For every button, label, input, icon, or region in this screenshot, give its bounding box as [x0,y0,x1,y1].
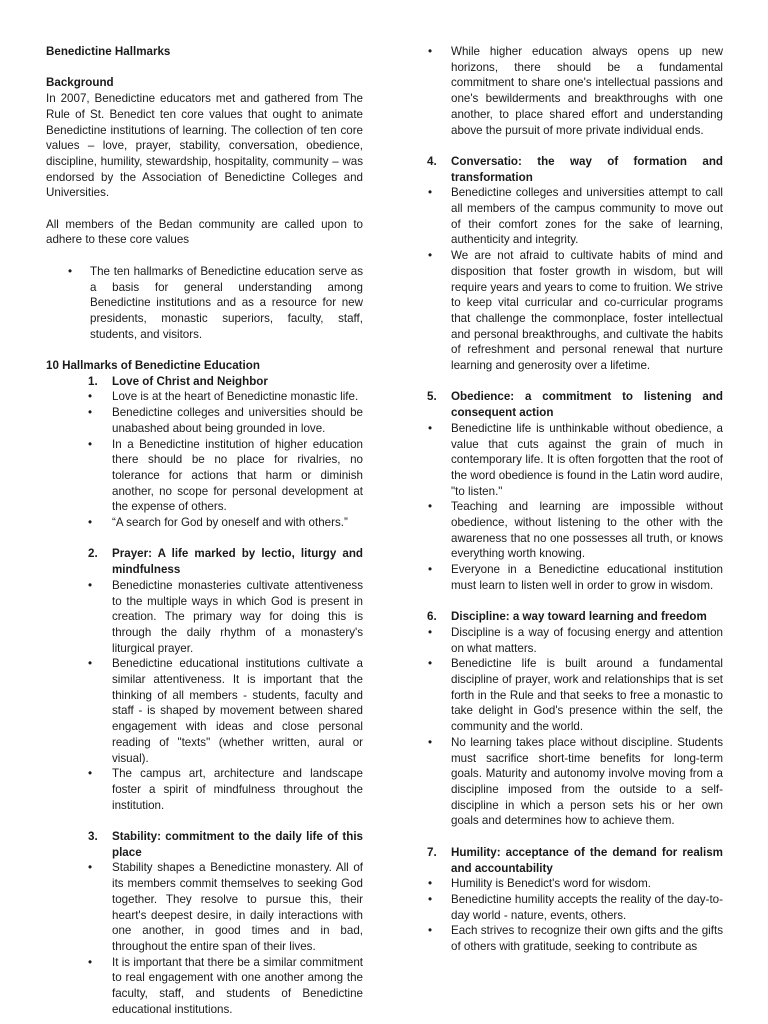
section-bullets [88,389,363,530]
list-item: • Benedictine educational institutions cultivate a similar attentiveness. It is important that the thinking of all members - students, faculty and staff - is shaped by movement between shared engagement with ideas and close personal reading of "texts" (whether written, aural or visual). [112,656,363,766]
section-title: Conversatio: the way of formation and transformation [451,154,723,184]
section-number: 2. [88,547,98,561]
section-title: Stability: commitment to the daily life of this place [112,830,363,859]
hallmark-section-6 [427,609,723,829]
hallmark-section-7 [427,845,723,955]
section-heading [427,389,723,420]
section-number: 3. [88,830,98,844]
list-item: • Stability shapes a Benedictine monastery. All of its members commit themselves to seeking God together. They resolve to pursue this, their heart's deepest desire, in daily interactions with one another, in good times and in bad, throughout the entire span of their lives. [112,860,363,954]
intro-bullet: • The ten hallmarks of Benedictine education serve as a basis for general understanding among Benedictine institutions and as a resource for new presidents, monastic superiors, faculty, staff, students, and visitors. [46,264,363,343]
list-item: • We are not afraid to cultivate habits of mind and disposition that foster growth in wisdom, but will require years and years to come to fruition. We strive to keep vital curricular and co-curricular programs that challenge the commonplace, foster intellectual and personal breakthroughs, and cultivate the habits of refreshment and personal renewal that nurture learning and generosity over a lifetime. [451,248,723,374]
section-bullets [427,421,723,594]
section-title: Discipline: a way toward learning and freedom [451,610,707,624]
section-heading [88,374,363,390]
list-item: • In a Benedictine institution of higher education there should be no place for rivalries, no tolerance for actions that harm or diminish another, no scope for personal development at the expense of others. [112,437,363,516]
list-item: • Love is at the heart of Benedictine monastic life. [112,389,363,405]
hallmark-section-5 [427,389,723,593]
section-heading [427,845,723,876]
list-item: • Benedictine colleges and universities attempt to call all members of the campus community to move out of their comfort zones for the sake of learning, authenticity and integrity. [451,185,723,248]
section-bullets [88,860,363,1017]
list-item: • Each strives to recognize their own gifts and the gifts of others with gratitude, seeking to contribute as [451,923,723,954]
section-bullets [88,578,363,814]
hallmark-section-4 [427,154,723,374]
section-heading [427,609,723,625]
list-item: • Discipline is a way of focusing energy and attention on what matters. [451,625,723,656]
background-paragraph: In 2007, Benedictine educators met and gathered from The Rule of St. Benedict ten core values that ought to animate Benedictine institutions of learning. The collection of ten core values – love, prayer, stability, conversation, obedience, discipline, humility, stewardship, hospitality, community – was endorsed by the Association of Benedictine Colleges and Universities. [46,92,363,200]
section-title: Humility: acceptance of the demand for realism and accountability [451,845,723,875]
left-column [46,44,363,1018]
hallmark-section-3 [88,829,363,1017]
section-heading [427,154,723,185]
list-item: • The campus art, architecture and landscape foster a spirit of mindfulness throughout the institution. [112,766,363,813]
section-bullets [427,876,723,955]
list-item: • Benedictine life is unthinkable without obedience, a value that cuts against the grain of much in contemporary life. It is often forgotten that the root of the word obedience is found in the Latin word audire, "to listen." [451,421,723,500]
list-item: • Benedictine humility accepts the reality of the day-to-day world - nature, events, others. [451,892,723,923]
list-item: • While higher education always opens up new horizons, there should be a fundamental commitment to share one's intellectual passions and one's bewilderments and breakthroughs with one another, to place shared effort and understanding above the pursuit of more private individual ends. [427,44,723,138]
hallmark-section-2 [88,546,363,813]
hallmark-section-1 [88,374,363,531]
list-item: • No learning takes place without discipline. Students must sacrifice short-time benefits for long-term goals. Maturity and autonomy involve moving from a discipline imposed from the outside to a self-discipline in which a person sets his or her own goals and determines how to achieve them. [451,735,723,829]
section-number: 5. [427,390,437,404]
list-item: • Benedictine monasteries cultivate attentiveness to the multiple ways in which God is present in creation. The primary way for doing this is through the daily rhythm of a monastery's liturgical prayer. [112,578,363,657]
list-item: • Benedictine colleges and universities should be unabashed about being grounded in love. [112,405,363,436]
section-title: Obedience: a commitment to listening and consequent action [451,390,723,420]
right-column [427,44,723,955]
list-item: • Benedictine life is built around a fundamental discipline of prayer, work and relationships that is set forth in the Rule and that seeks to free a monastic to take delight in God's presence within the self, the community and the world. [451,656,723,735]
section-heading [88,546,363,577]
list-item: • Humility is Benedict's word for wisdom. [451,876,723,892]
section-number: 7. [427,845,437,859]
section-title: Love of Christ and Neighbor [112,374,268,388]
section-bullets [427,185,723,373]
list-item: • Teaching and learning are impossible without obedience, without listening to the other with the awareness that no one possesses all truth, or knows everything worth knowing. [451,499,723,562]
intro-list [46,264,363,343]
section-title: Prayer: A life marked by lectio, liturgy and mindfulness [112,547,363,577]
section-number: 1. [88,374,98,388]
section-heading [88,829,363,860]
section-bullets [427,625,723,829]
section-number: 4. [427,154,437,168]
list-item: • “A search for God by oneself and with others.” [112,515,363,531]
members-paragraph: All members of the Bedan community are called upon to adhere to these core values [46,217,363,247]
background-heading: Background [46,76,114,90]
list-item: • Everyone in a Benedictine educational institution must learn to listen well in order to grow in wisdom. [451,562,723,593]
hallmarks-heading: 10 Hallmarks of Benedictine Education [46,359,260,372]
list-item: • It is important that there be a similar commitment to real engagement with one another among the faculty, staff, and students of Benedictine educational institutions. [112,955,363,1018]
section-number: 6. [427,610,437,624]
section-3-continued [427,44,723,138]
document-title: Benedictine Hallmarks [46,45,171,58]
